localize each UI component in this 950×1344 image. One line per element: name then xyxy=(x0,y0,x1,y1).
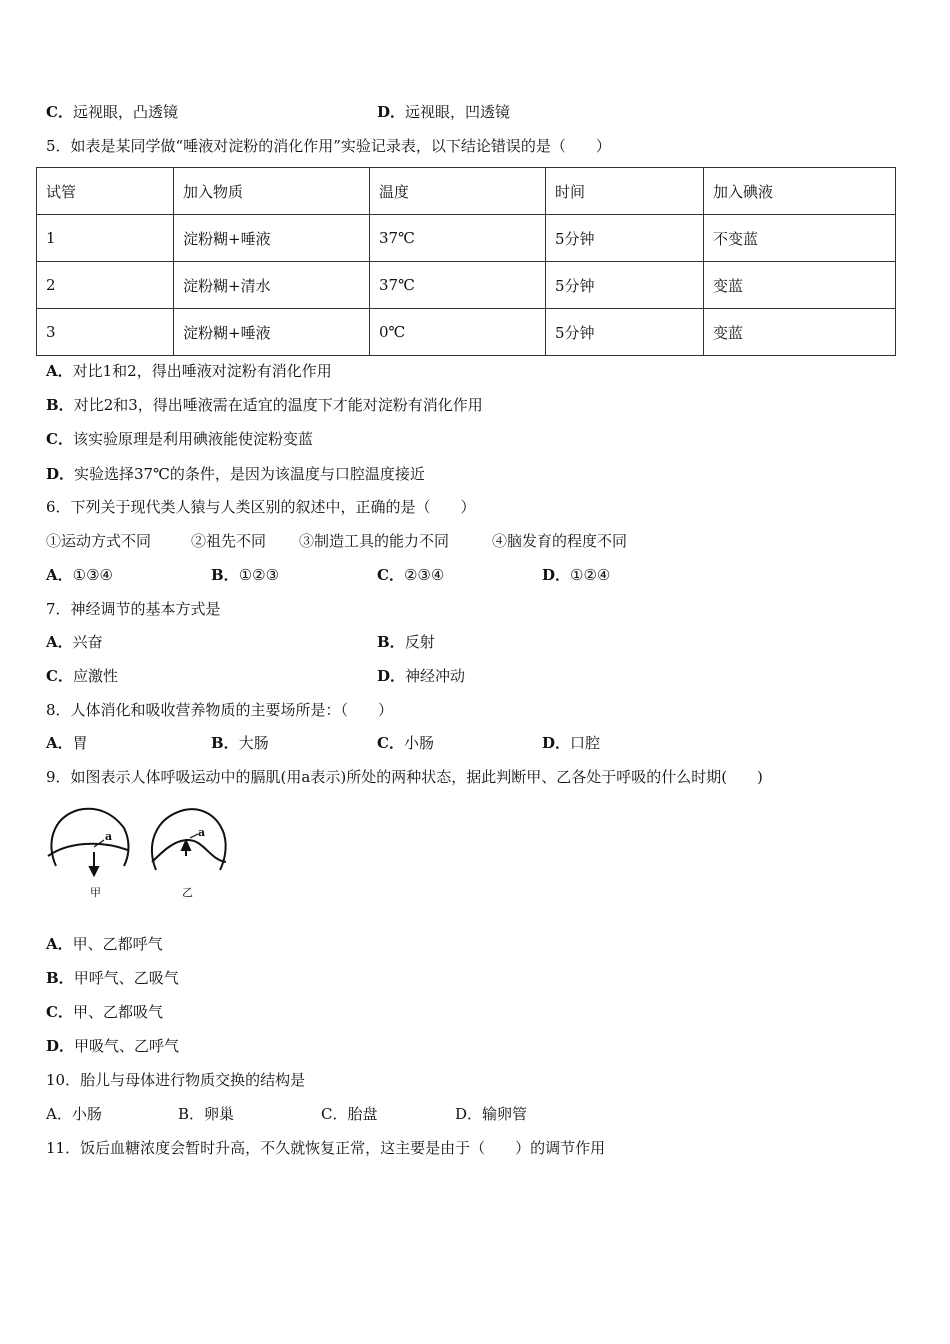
figure-caption-jia: 甲 xyxy=(90,886,101,899)
table-cell: 淀粉糊+唾液 xyxy=(174,215,370,262)
figure-label-a: a xyxy=(105,830,113,843)
table-cell: 5分钟 xyxy=(546,262,704,309)
option-b: B．反射 xyxy=(377,633,435,651)
option-d: D．远视眼，凹透镜 xyxy=(377,103,511,121)
label-pointer xyxy=(190,834,198,838)
question-9-stem: 9．如图表示人体呼吸运动中的膈肌(用a表示)所处的两种状态，据此判断甲、乙各处于呼吸的什么时期( ) xyxy=(46,768,763,786)
table-cell: 淀粉糊+唾液 xyxy=(174,309,370,356)
option-d: D．神经冲动 xyxy=(377,667,466,685)
statement-item: ④脑发育的程度不同 xyxy=(492,532,628,550)
option-a: A．对比1和2，得出唾液对淀粉有消化作用 xyxy=(46,362,332,380)
option-a: A．甲、乙都呼气 xyxy=(46,935,163,953)
option-d: D．甲吸气、乙呼气 xyxy=(46,1037,180,1055)
diaphragm-figure xyxy=(44,804,234,900)
option-a: A．①③④ xyxy=(46,566,113,584)
arrow-up-icon xyxy=(182,841,190,850)
figure-label-a: a xyxy=(198,826,206,839)
option-c: C．小肠 xyxy=(377,734,434,752)
table-cell: 变蓝 xyxy=(704,309,896,356)
table-cell: 37℃ xyxy=(370,262,546,309)
question-11-stem: 11．饭后血糖浓度会暂时升高，不久就恢复正常，这主要是由于（ ）的调节作用 xyxy=(46,1139,606,1157)
option-b: B．大肠 xyxy=(211,734,269,752)
statement-item: ②祖先不同 xyxy=(191,532,267,550)
table-cell: 0℃ xyxy=(370,309,546,356)
option-b: B．卵巢 xyxy=(178,1105,235,1123)
option-c: C．②③④ xyxy=(377,566,445,584)
table-cell: 不变蓝 xyxy=(704,215,896,262)
option-c: C．该实验原理是利用碘液能使淀粉变蓝 xyxy=(46,430,313,448)
option-c: C．应激性 xyxy=(46,667,118,685)
table-header-cell: 加入物质 xyxy=(174,168,370,215)
option-d: D．实验选择37℃的条件，是因为该温度与口腔温度接近 xyxy=(46,465,425,483)
option-c: C．胎盘 xyxy=(321,1105,378,1123)
option-b: B．①②③ xyxy=(211,566,280,584)
diaphragm-line xyxy=(48,844,128,856)
table-header-cell: 温度 xyxy=(370,168,546,215)
table-cell: 变蓝 xyxy=(704,262,896,309)
option-a: A．兴奋 xyxy=(46,633,103,651)
option-d: D．输卵管 xyxy=(455,1105,528,1123)
table-cell: 3 xyxy=(37,309,174,356)
table-cell: 5分钟 xyxy=(546,215,704,262)
table-cell: 5分钟 xyxy=(546,309,704,356)
table-cell: 1 xyxy=(37,215,174,262)
option-d: D．①②④ xyxy=(542,566,611,584)
table-row xyxy=(37,262,896,309)
table-header-cell: 加入碘液 xyxy=(704,168,896,215)
table-header-cell: 试管 xyxy=(37,168,174,215)
question-8-stem: 8．人体消化和吸收营养物质的主要场所是：（ ） xyxy=(46,701,394,719)
table-row xyxy=(37,309,896,356)
table-cell: 2 xyxy=(37,262,174,309)
table-header-row xyxy=(37,168,896,215)
figure-caption-yi: 乙 xyxy=(182,886,193,899)
table-row xyxy=(37,215,896,262)
statement-item: ①运动方式不同 xyxy=(46,532,152,550)
figure-jia xyxy=(48,809,129,875)
experiment-table xyxy=(36,167,896,356)
question-5-stem: 5．如表是某同学做“唾液对淀粉的消化作用”实验记录表，以下结论错误的是（ ） xyxy=(46,137,611,155)
question-7-stem: 7．神经调节的基本方式是 xyxy=(46,600,221,618)
option-a: A．小肠 xyxy=(46,1105,102,1123)
option-b: B．甲呼气、乙吸气 xyxy=(46,969,179,987)
table-cell: 37℃ xyxy=(370,215,546,262)
option-c: C．远视眼，凸透镜 xyxy=(46,103,178,121)
option-a: A．胃 xyxy=(46,734,88,752)
option-b: B．对比2和3，得出唾液需在适宜的温度下才能对淀粉有消化作用 xyxy=(46,396,483,414)
figure-yi xyxy=(152,809,226,870)
statement-item: ③制造工具的能力不同 xyxy=(299,532,450,550)
table-cell: 淀粉糊+清水 xyxy=(174,262,370,309)
arrow-down-icon xyxy=(90,867,98,875)
table-header-cell: 时间 xyxy=(546,168,704,215)
question-10-stem: 10．胎儿与母体进行物质交换的结构是 xyxy=(46,1071,306,1089)
option-d: D．口腔 xyxy=(542,734,601,752)
chest-wall xyxy=(51,809,128,866)
option-c: C．甲、乙都吸气 xyxy=(46,1003,163,1021)
question-6-stem: 6．下列关于现代类人猿与人类区别的叙述中，正确的是（ ） xyxy=(46,498,476,516)
